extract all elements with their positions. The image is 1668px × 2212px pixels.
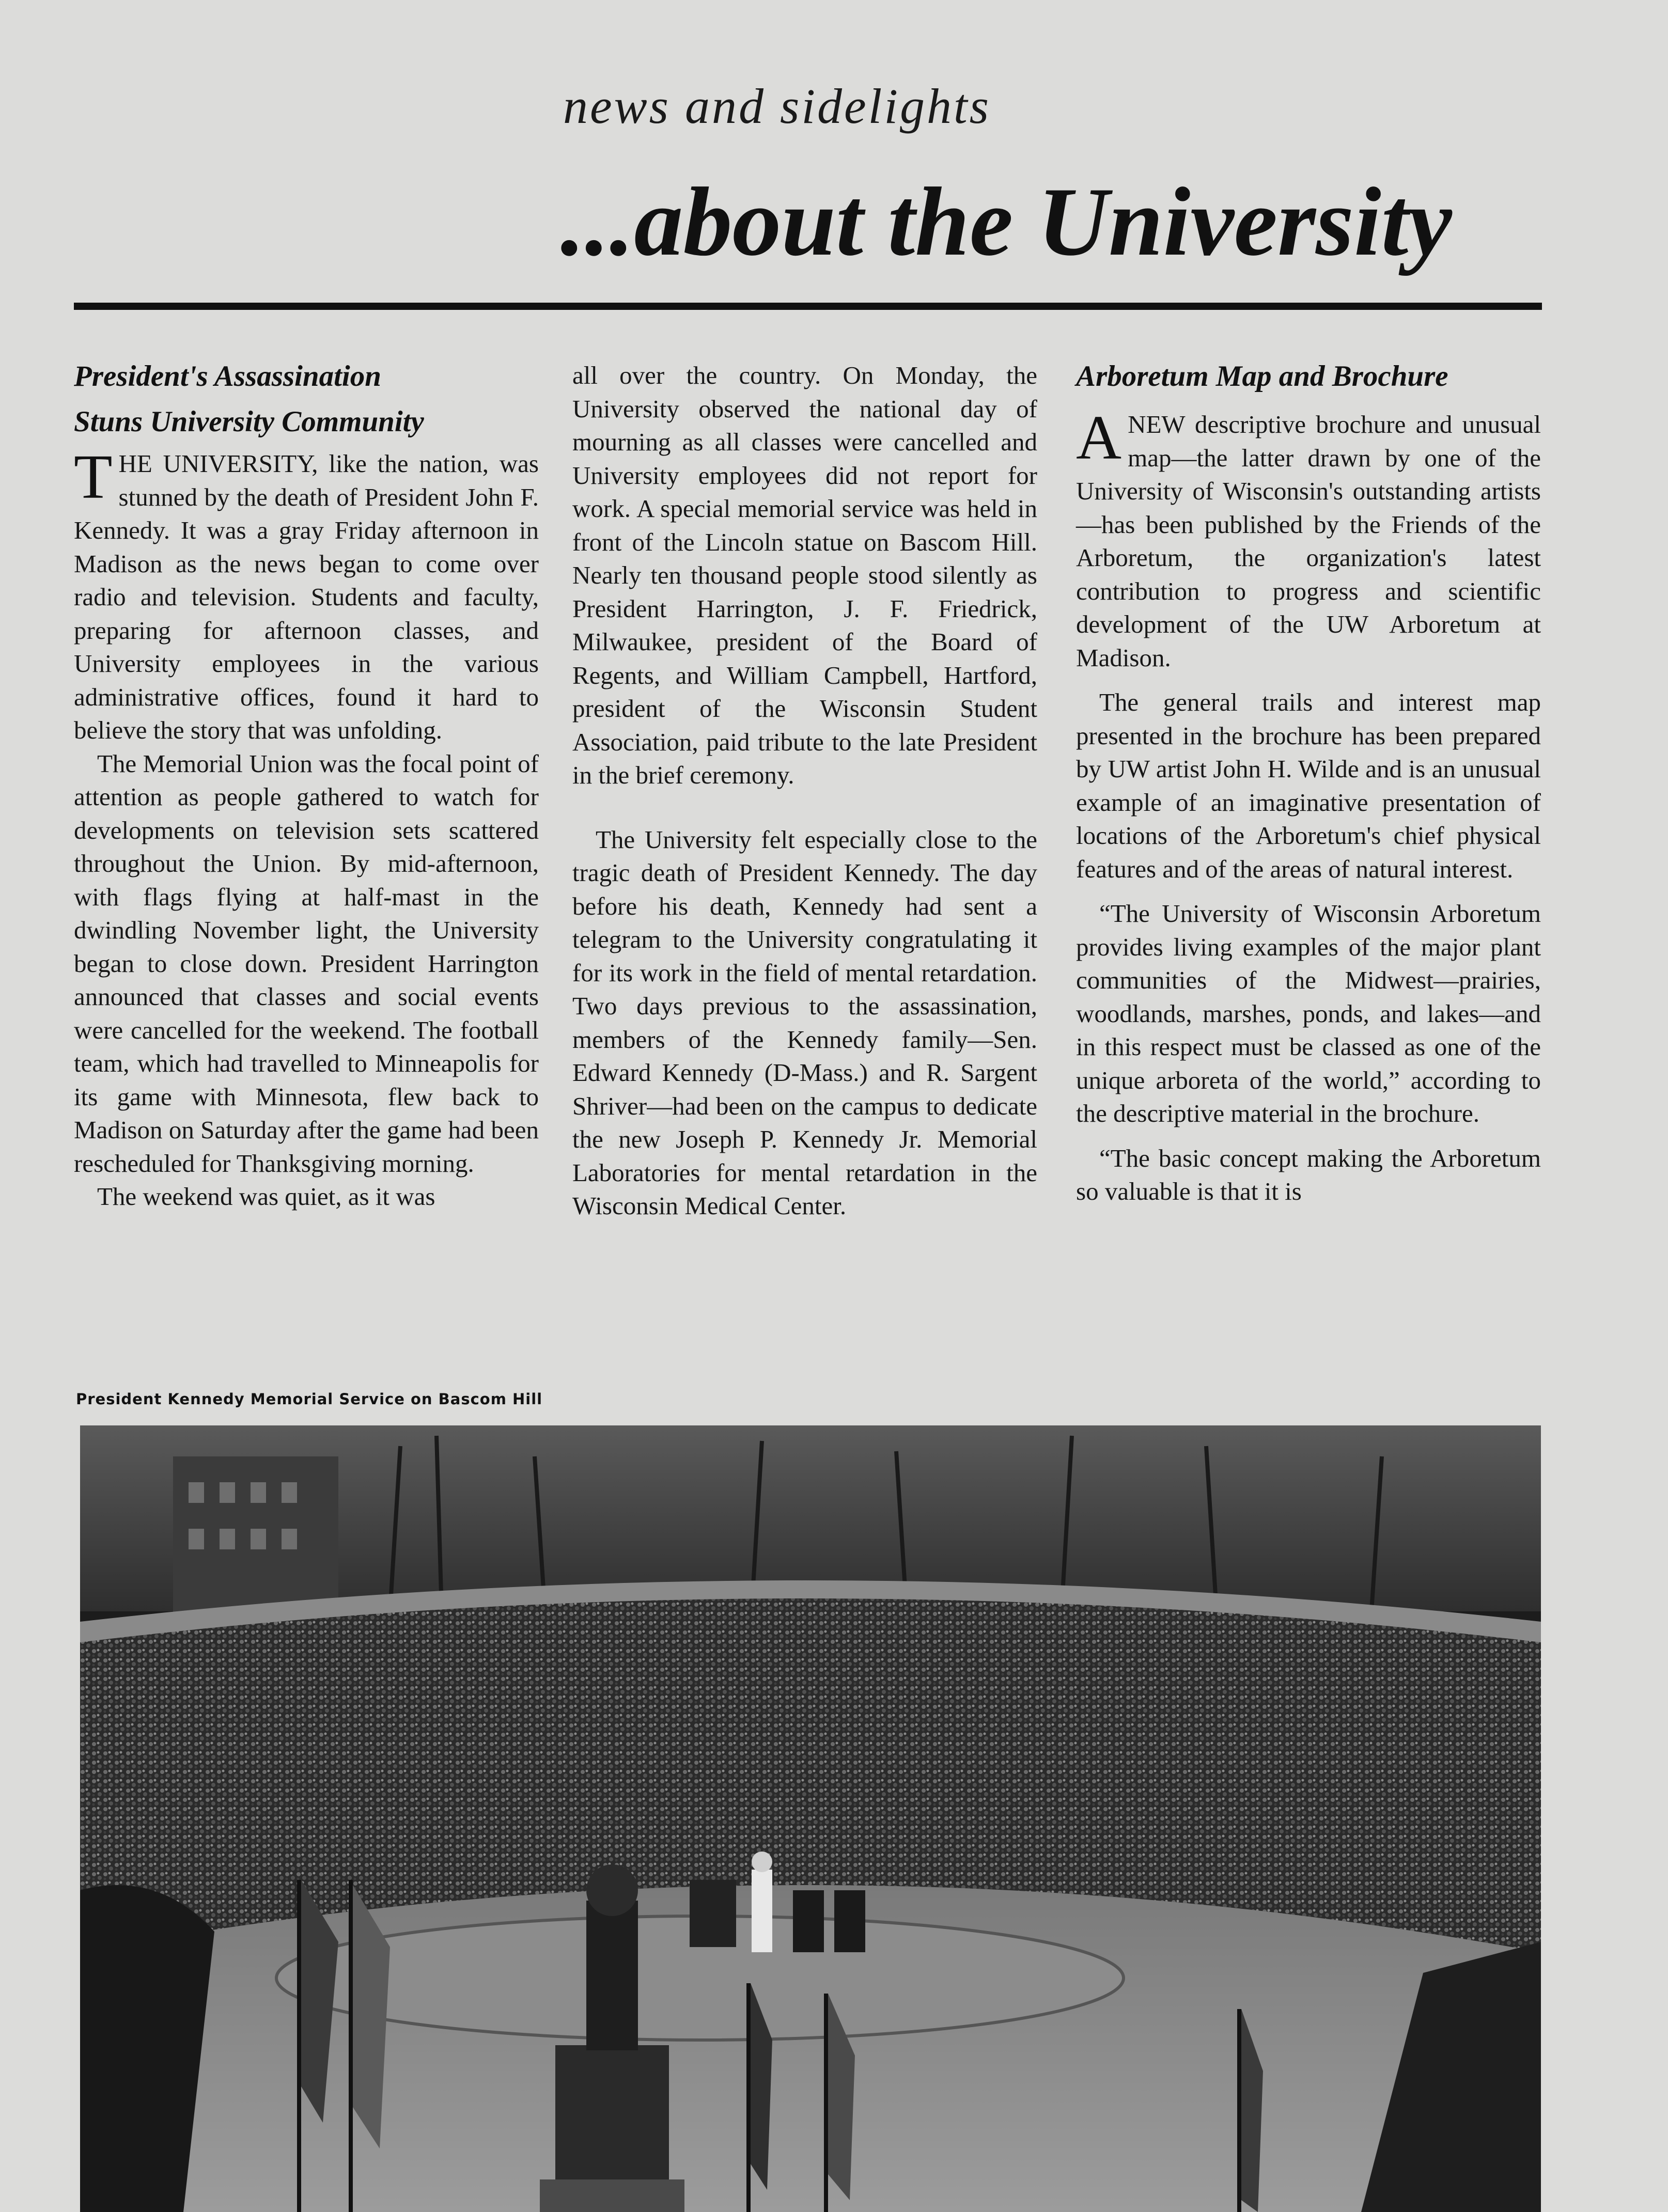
arboretum-paragraph-2: The general trails and interest map presented in the brochure has been prepared by UW artist John H. Wilde and is an unusual example of an imaginative presentation of locations of the Arboretum's chief physical features and of the areas of natural interest. bbox=[1076, 688, 1541, 883]
arboretum-paragraph-1: ANEW descriptive brochure and unusual map—the latter drawn by one of the University of Wisconsin's outstanding artists—has been published by the Friends of the Arboretum, the organization's latest contribution to progress and scientific development of the UW Arboretum at Madison. bbox=[1076, 403, 1541, 672]
column-1 bbox=[74, 356, 539, 1214]
article-heading-line1: President's Assassination bbox=[74, 360, 381, 393]
arboretum-paragraph-3: “The University of Wisconsin Arboretum provides living examples of the major plant communities of the Midwest—prairies, woodlands, marshes, ponds, and lakes—and in this respect must be classed as one of the unique arboreta of the world,” according to the descriptive material in the brochure. bbox=[1076, 899, 1541, 1127]
header-rule bbox=[74, 303, 1542, 310]
memorial-service-photo bbox=[80, 1425, 1541, 2212]
photo-caption: President Kennedy Memorial Service on Bascom Hill bbox=[76, 1390, 543, 1408]
page-headline: ...about the University bbox=[560, 168, 1452, 276]
drop-cap-a: A bbox=[1076, 403, 1122, 473]
column-2 bbox=[572, 359, 1037, 1223]
arboretum-paragraph-4: “The basic concept making the Arboretum so valuable is that it is bbox=[1076, 1143, 1541, 1205]
section-kicker: news and sidelights bbox=[563, 79, 991, 134]
arboretum-heading: Arboretum Map and Brochure bbox=[1076, 360, 1448, 393]
drop-cap: T bbox=[74, 442, 113, 512]
article-paragraph-4: all over the country. On Monday, the University observed the national day of mourning as all classes were cancelled and University employees did not report for work. A special memorial service was held in front of the Lincoln statue on Bascom Hill. Nearly ten thousand people stood silently as President Harrington, J. F. Friedrick, Milwaukee, president of the Board of Regents, and William Campbell, Hartford, president of the Wisconsin Student Association, paid tribute to the late President in the brief ceremony. bbox=[572, 361, 1037, 789]
article-paragraph-3: The weekend was quiet, as it was bbox=[97, 1182, 435, 1211]
article-paragraph-5: The University felt especially close to the tragic death of President Kennedy. The day before his death, Kennedy had sent a telegram to the University congratulating it for its work in the field of mental retardation. Two days previous to the assassination, members of the Kennedy family—Sen. Edward Kennedy (D-Mass.) and R. Sargent Shriver—had been on the campus to dedicate the new Joseph P. Kennedy Jr. Memorial Laboratories for mental retardation in the Wisconsin Medical Center. bbox=[572, 825, 1037, 1220]
column-3 bbox=[1076, 356, 1541, 1209]
article-paragraph-1: THE UNIVERSITY, like the nation, was stunned by the death of President John F. Kennedy. It was a gray Friday afternoon in Madison as the news began to come over radio and television. Students and faculty, preparing for afternoon classes, and University employees in the various administrative offices, found it hard to believe the story that was unfolding. bbox=[74, 442, 539, 744]
article-heading-line2: Stuns University Community bbox=[74, 405, 424, 438]
article-paragraph-2: The Memorial Union was the focal point of attention as people gathered to watch for developments on television sets scattered throughout the Union. By mid-afternoon, with flags flying at half-mast in the dwindling November light, the University began to close down. President Harrington announced that classes and social events were cancelled for the weekend. The football team, which had travelled to Minneapolis for its game with Minnesota, flew back to Madison on Saturday after the game had been rescheduled for Thanksgiving morning. bbox=[74, 749, 539, 1178]
memorial-photo-image bbox=[80, 1425, 1541, 2212]
